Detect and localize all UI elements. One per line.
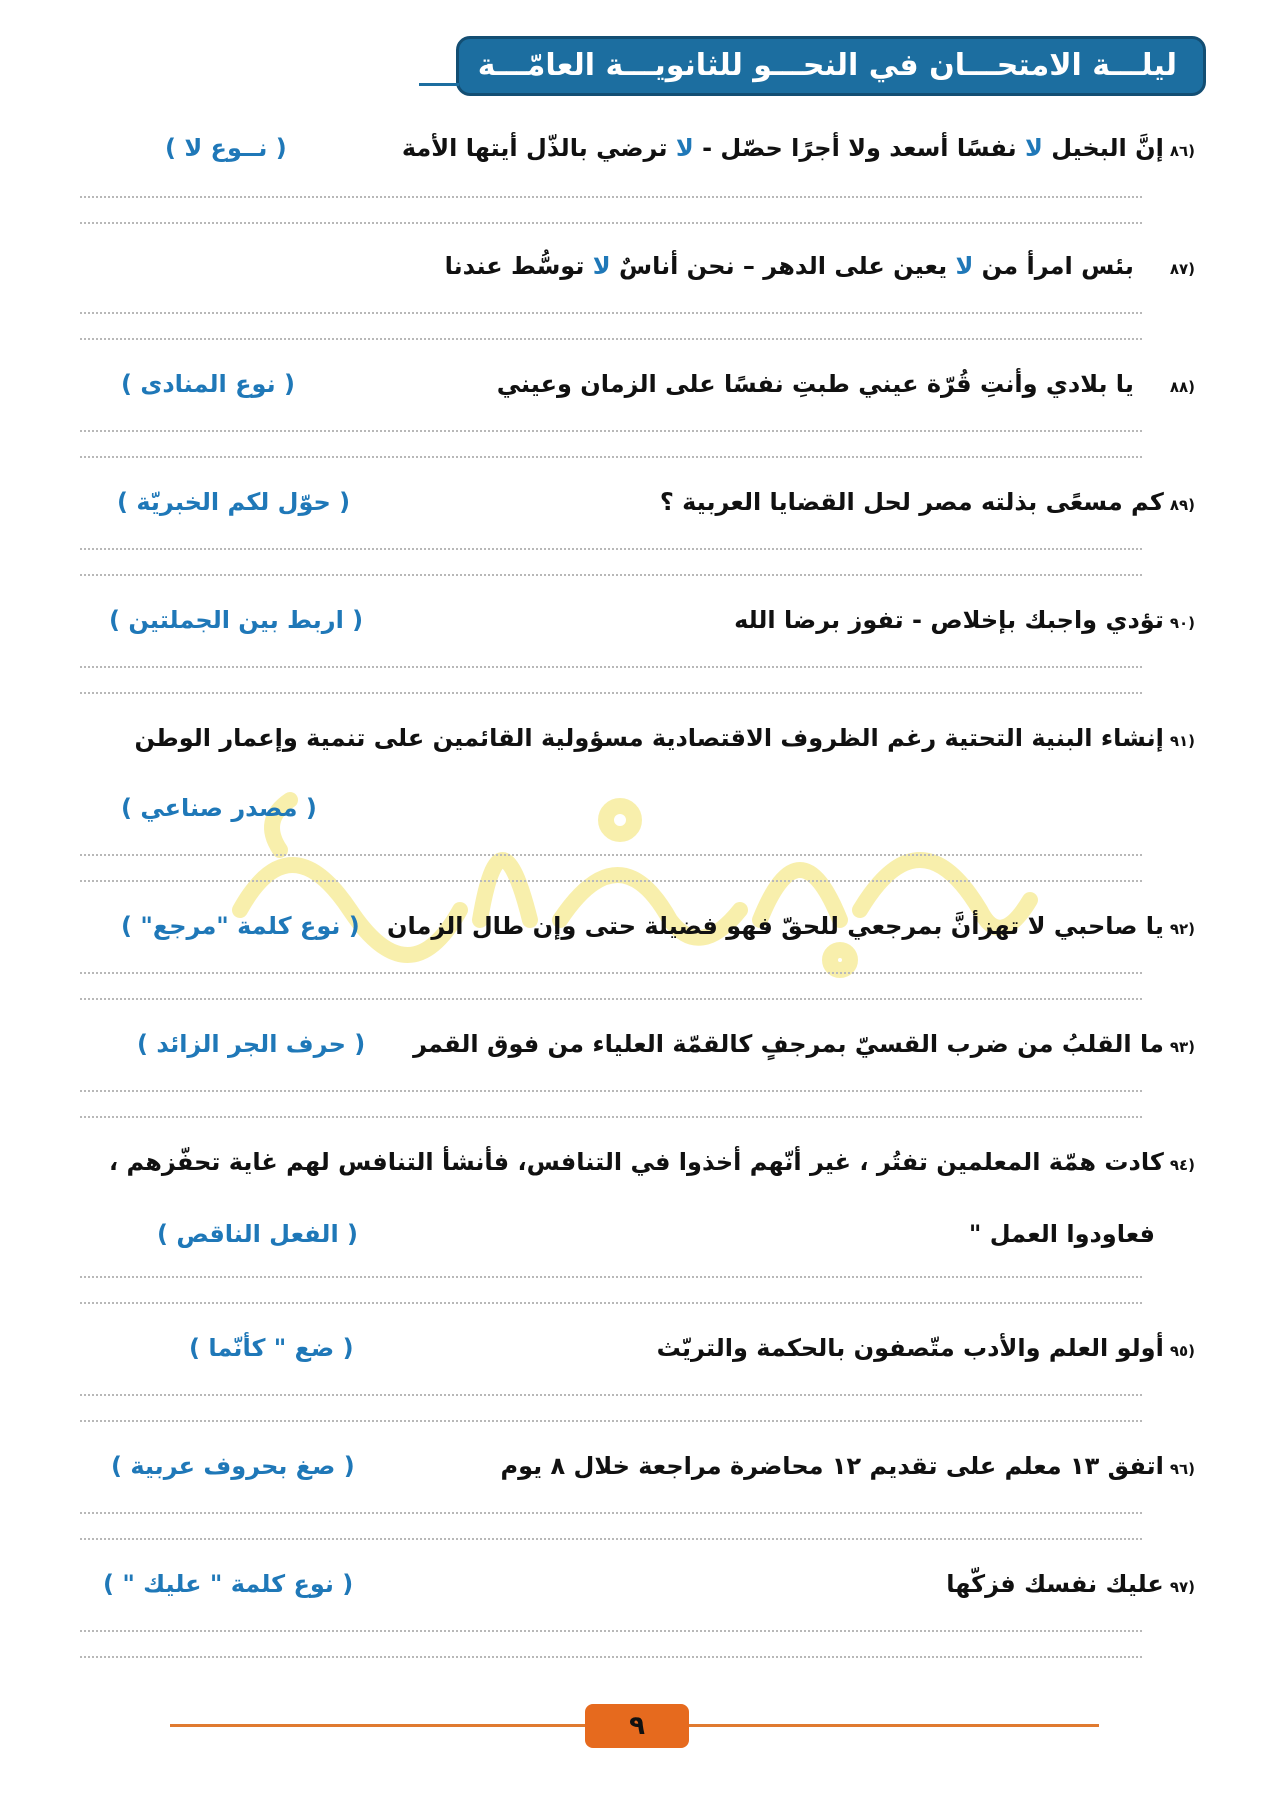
- question-text: يا بلادي وأنتِ قُرّة عيني طبتِ نفسًا على الزمان وعيني: [496, 370, 1134, 398]
- question-number: (٩٣: [1169, 1038, 1195, 1056]
- answer-line: [80, 998, 1142, 1000]
- question-number: (٩١: [1169, 732, 1195, 750]
- question-94-line2: [85, 1212, 1195, 1256]
- question-97: [85, 1562, 1195, 1606]
- question-91: [85, 716, 1195, 760]
- question-text: عليك نفسك فزكّها: [946, 1570, 1164, 1598]
- question-number: (٩٦: [1169, 1460, 1195, 1478]
- answer-line: [80, 312, 1142, 314]
- question-text: اتفق ١٣ معلم على تقديم ١٢ محاضرة مراجعة خلال ٨ يوم: [500, 1452, 1164, 1480]
- question-instruction: ( صغ بحروف عربية ): [111, 1452, 355, 1480]
- question-87: [85, 244, 1195, 288]
- question-text: ما القلبُ من ضرب القسيّ بمرجفٍ كالقمّة العلياء من فوق القمر: [413, 1030, 1164, 1058]
- answer-line: [80, 456, 1142, 458]
- question-90: [85, 598, 1195, 642]
- question-92: [85, 904, 1195, 948]
- page-title: ليلـــة الامتحـــان في النحـــو للثانويـــة العامّـــة: [456, 36, 1206, 96]
- question-86: [85, 126, 1195, 170]
- page-number: ٩: [585, 1704, 689, 1748]
- answer-line: [80, 1302, 1142, 1304]
- answer-line: [80, 196, 1142, 198]
- question-91-instruction-row: [85, 786, 1195, 830]
- answer-line: [80, 222, 1142, 224]
- answer-line: [80, 338, 1142, 340]
- question-text: يا صاحبي لا تهزأنَّ بمرجعي للحقّ فهو فضيلة حتى وإن طال الزمان: [386, 912, 1164, 940]
- question-number: (٨٦: [1169, 142, 1195, 160]
- answer-line: [80, 574, 1142, 576]
- answer-line: [80, 430, 1142, 432]
- question-instruction: ( اربط بين الجملتين ): [109, 606, 364, 634]
- question-text: كادت همّة المعلمين تفتُر ، غير أنّهم أخذوا في التنافس، فأنشأ التنافس لهم غاية تحفّزهم ،: [108, 1148, 1164, 1176]
- question-instruction: ( نوع المنادى ): [121, 370, 295, 398]
- question-number: (٨٩: [1169, 496, 1195, 514]
- question-96: [85, 1444, 1195, 1488]
- question-instruction: ( مصدر صناعي ): [121, 794, 317, 822]
- question-instruction: ( نوع كلمة " عليك " ): [103, 1570, 354, 1598]
- question-number: (٩٤: [1169, 1156, 1195, 1174]
- question-instruction: ( الفعل الناقص ): [157, 1220, 358, 1248]
- question-instruction: ( نــوع لا ): [165, 134, 287, 162]
- question-text: إنَّ البخيل لا نفسًا أسعد ولا أجرًا حصّل - لا ترضي بالذّل أيتها الأمة: [401, 134, 1164, 162]
- answer-line: [80, 1394, 1142, 1396]
- answer-line: [80, 1090, 1142, 1092]
- question-text: أولو العلم والأدب متّصفون بالحكمة والتريّث: [656, 1334, 1164, 1362]
- question-instruction: ( نوع كلمة "مرجع" ): [121, 912, 360, 940]
- question-text: بئس امرأ من لا يعين على الدهر – نحن أناسٌ لا توسُّط عندنا: [444, 252, 1134, 280]
- question-95: [85, 1326, 1195, 1370]
- question-88: [85, 362, 1195, 406]
- answer-line: [80, 1512, 1142, 1514]
- question-number: (٨٨: [1169, 378, 1195, 396]
- answer-line: [80, 548, 1142, 550]
- question-text: تؤدي واجبك بإخلاص - تفوز برضا الله: [734, 606, 1164, 634]
- question-89: [85, 480, 1195, 524]
- question-instruction: ( حوّل لكم الخبريّة ): [117, 488, 351, 516]
- answer-line: [80, 1116, 1142, 1118]
- answer-line: [80, 692, 1142, 694]
- footer-rule-right: [689, 1724, 1099, 1727]
- question-number: (٩٢: [1169, 920, 1195, 938]
- question-number: (٨٧: [1169, 260, 1195, 278]
- question-number: (٩٥: [1169, 1342, 1195, 1360]
- question-instruction: ( ضع " كأنّما ): [189, 1334, 354, 1362]
- question-text: إنشاء البنية التحتية رغم الظروف الاقتصادية مسؤولية القائمين على تنمية وإعمار الوطن: [134, 724, 1164, 752]
- footer-rule-left: [170, 1724, 585, 1727]
- answer-line: [80, 1420, 1142, 1422]
- question-93: [85, 1022, 1195, 1066]
- answer-line: [80, 972, 1142, 974]
- question-number: (٩٧: [1169, 1578, 1195, 1596]
- question-number: (٩٠: [1169, 614, 1195, 632]
- question-text-continued: فعاودوا العمل ": [968, 1220, 1155, 1248]
- answer-line: [80, 880, 1142, 882]
- answer-line: [80, 854, 1142, 856]
- answer-line: [80, 1656, 1142, 1658]
- answer-line: [80, 1538, 1142, 1540]
- answer-line: [80, 1630, 1142, 1632]
- question-94: [85, 1140, 1195, 1184]
- answer-line: [80, 1276, 1142, 1278]
- answer-line: [80, 666, 1142, 668]
- question-instruction: ( حرف الجر الزائد ): [137, 1030, 366, 1058]
- question-text: كم مسعًى بذلته مصر لحل القضايا العربية ؟: [659, 488, 1164, 516]
